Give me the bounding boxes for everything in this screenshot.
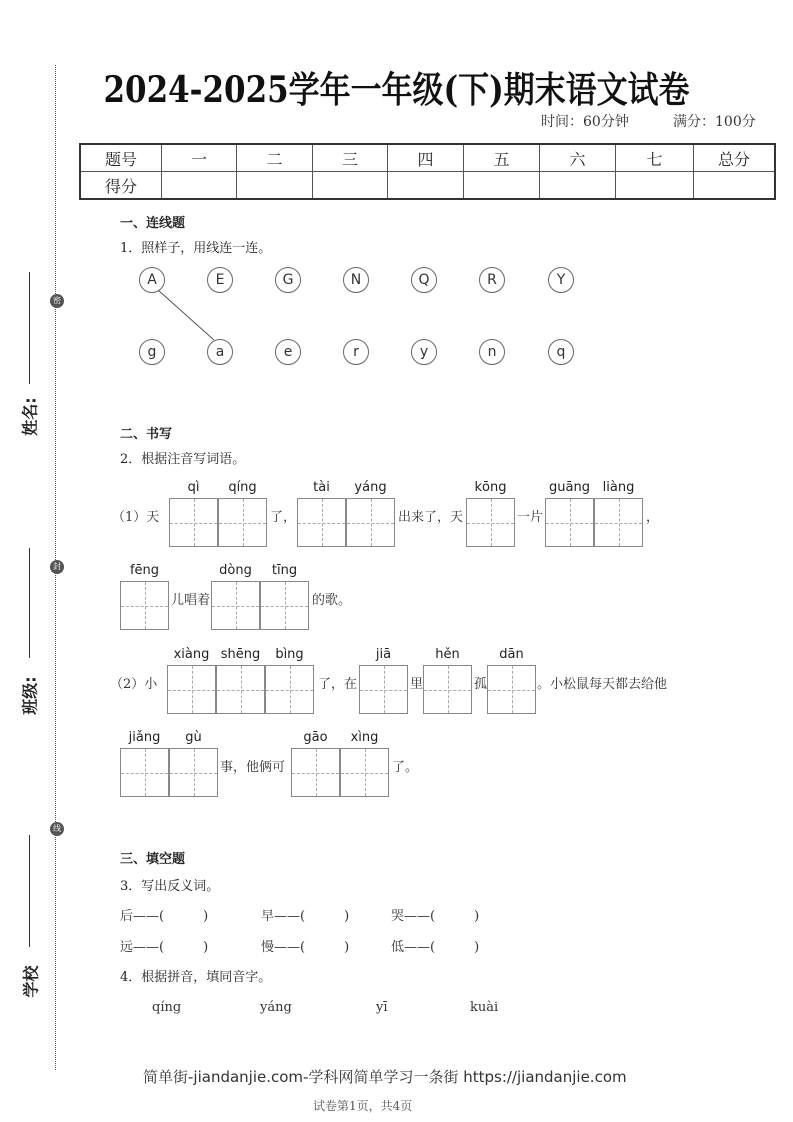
school-line: [29, 835, 30, 947]
pinyin: qíng: [228, 480, 257, 495]
pinyin: kuài: [470, 1000, 499, 1015]
lower-letter-circle[interactable]: a: [207, 339, 233, 365]
upper-letter-circle[interactable]: A: [139, 267, 165, 293]
pinyin: qíng: [152, 1000, 182, 1015]
column-header: 四: [388, 144, 464, 172]
writing-box[interactable]: [120, 748, 169, 797]
match-line-svg: [0, 0, 793, 400]
page-footer: 试卷第1页，共4页: [313, 1099, 413, 1113]
pinyin: jiā: [375, 647, 392, 662]
page-title: 2024-2025学年一年级(下)期末语文试卷: [103, 69, 690, 111]
pinyin: dòng: [219, 563, 252, 578]
lower-letter-circle[interactable]: e: [275, 339, 301, 365]
column-header: 一: [162, 144, 237, 172]
pinyin: tīng: [271, 563, 298, 578]
writing-box[interactable]: [216, 665, 265, 714]
sentence-text: 事，他俩可: [220, 760, 286, 775]
writing-box[interactable]: [466, 498, 515, 547]
sentence-text: 了，: [270, 510, 297, 525]
column-header: 三: [313, 144, 388, 172]
writing-box[interactable]: [359, 665, 408, 714]
sentence-text: （2）小: [110, 677, 158, 692]
antonym-item[interactable]: 哭——( ): [391, 909, 480, 924]
example-match-line: [158, 290, 214, 340]
lower-letter-circle[interactable]: g: [139, 339, 165, 365]
writing-box[interactable]: [297, 498, 346, 547]
sentence-text: （1）天: [112, 510, 160, 525]
pinyin: dān: [499, 647, 524, 662]
upper-letter-circle[interactable]: N: [343, 267, 369, 293]
antonym-item[interactable]: 早——( ): [261, 909, 350, 924]
upper-letter-circle[interactable]: E: [207, 267, 233, 293]
pinyin: yáng: [354, 480, 387, 495]
class-line: [29, 548, 30, 658]
seal-mi: 密: [50, 294, 64, 308]
pinyin: gù: [185, 730, 202, 745]
antonym-item[interactable]: 慢——( ): [261, 940, 350, 955]
question-prompt: 3．写出反义词。: [120, 879, 220, 894]
writing-box[interactable]: [545, 498, 594, 547]
sentence-text: 的歌。: [312, 593, 352, 608]
sentence-text: 出来了，天: [398, 510, 464, 525]
name-label: 姓名:: [20, 397, 40, 436]
writing-box[interactable]: [423, 665, 472, 714]
writing-box[interactable]: [346, 498, 395, 547]
pinyin: gāo: [303, 730, 328, 745]
upper-letter-circle[interactable]: R: [479, 267, 505, 293]
writing-box[interactable]: [120, 581, 169, 630]
sentence-text: 里: [410, 677, 424, 692]
sentence-text: ，: [646, 510, 660, 525]
sentence-text: 一片: [517, 510, 544, 525]
question-prompt: 1．照样子，用线连一连。: [120, 241, 272, 256]
header-cell: 得分: [80, 172, 162, 200]
writing-box[interactable]: [487, 665, 536, 714]
writing-box[interactable]: [260, 581, 309, 630]
pinyin: kōng: [474, 480, 507, 495]
pinyin: xìng: [350, 730, 379, 745]
sentence-text: 了，在: [318, 677, 358, 692]
writing-box[interactable]: [291, 748, 340, 797]
writing-box[interactable]: [167, 665, 216, 714]
seal-feng: 封: [50, 560, 64, 574]
writing-box[interactable]: [594, 498, 643, 547]
watermark: 简单街-jiandanjie.com-学科网简单学习一条街 https://jiandanjie.com: [143, 1068, 627, 1086]
sentence-text: 儿唱着: [171, 593, 211, 608]
seal-xian: 线: [50, 822, 64, 836]
writing-box[interactable]: [169, 498, 218, 547]
antonym-item[interactable]: 低——( ): [391, 940, 480, 955]
sentence-text: 孤: [474, 677, 488, 692]
pinyin: bìng: [275, 647, 304, 662]
writing-box[interactable]: [211, 581, 260, 630]
class-label: 班级:: [20, 676, 40, 715]
pinyin: yī: [376, 1000, 388, 1015]
writing-box[interactable]: [169, 748, 218, 797]
section-heading: 一、连线题: [120, 216, 186, 231]
writing-box[interactable]: [218, 498, 267, 547]
column-header: 七: [616, 144, 694, 172]
upper-letter-circle[interactable]: Q: [411, 267, 437, 293]
pinyin: jiǎng: [128, 730, 161, 745]
pinyin: shēng: [220, 647, 261, 662]
header-cell: 题号: [80, 144, 162, 172]
section-heading: 三、填空题: [120, 852, 186, 867]
lower-letter-circle[interactable]: q: [548, 339, 574, 365]
exam-time: 时间：60分钟: [541, 114, 629, 130]
question-prompt: 2．根据注音写词语。: [120, 452, 246, 467]
pinyin: liàng: [602, 480, 635, 495]
sentence-text: 了。: [392, 760, 419, 775]
pinyin: hěn: [435, 647, 460, 662]
writing-box[interactable]: [265, 665, 314, 714]
writing-box[interactable]: [340, 748, 389, 797]
section-heading: 二、书写: [120, 427, 173, 442]
upper-letter-circle[interactable]: G: [275, 267, 301, 293]
column-header: 六: [540, 144, 616, 172]
lower-letter-circle[interactable]: r: [343, 339, 369, 365]
pinyin: guāng: [549, 480, 590, 495]
column-header: 二: [237, 144, 313, 172]
column-header: 总分: [694, 144, 776, 172]
upper-letter-circle[interactable]: Y: [548, 267, 574, 293]
pinyin: xiàng: [173, 647, 210, 662]
antonym-item[interactable]: 后——( ): [120, 909, 209, 924]
full-score: 满分：100分: [673, 114, 756, 130]
pinyin: qì: [187, 480, 200, 495]
question-prompt: 4．根据拼音，填同音字。: [120, 970, 272, 985]
lower-letter-circle[interactable]: n: [479, 339, 505, 365]
school-label: 学校: [21, 965, 41, 998]
pinyin: tài: [313, 480, 330, 495]
sentence-text: 。小松鼠每天都去给他: [537, 677, 668, 692]
column-header: 五: [464, 144, 540, 172]
pinyin: fēng: [129, 563, 160, 578]
pinyin: yáng: [260, 1000, 292, 1015]
antonym-item[interactable]: 远——( ): [120, 940, 209, 955]
lower-letter-circle[interactable]: y: [411, 339, 437, 365]
